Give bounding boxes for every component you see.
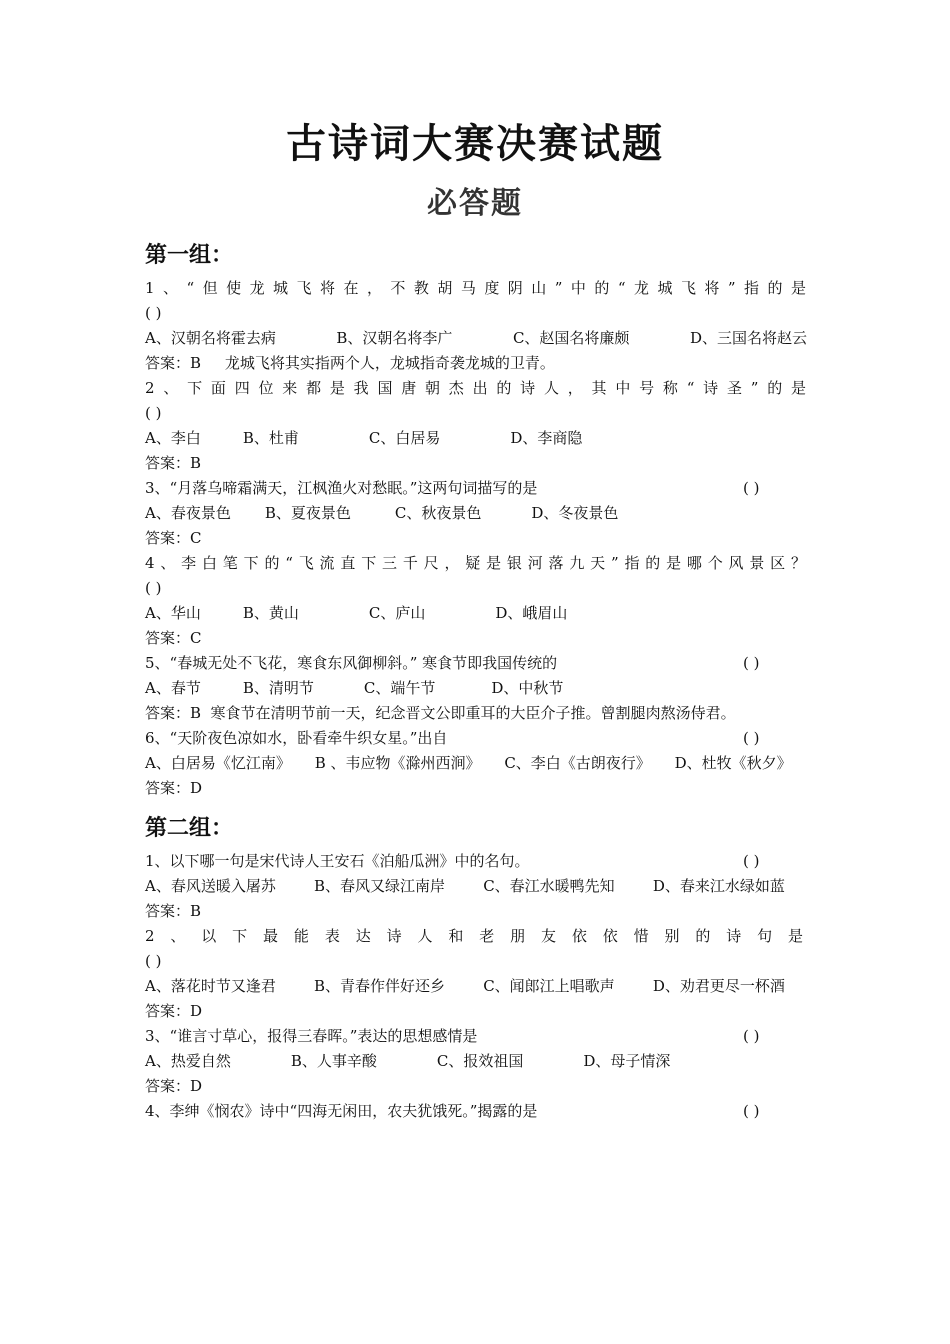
option: A、春夜景色 [145,504,231,522]
answer-bracket: ( ) [145,952,162,970]
option: C、闻郎江上唱歌声 [483,977,615,995]
page-subtitle: 必答题 [427,186,523,221]
option: A、华山 [145,604,201,622]
option: A、白居易《忆江南》 [145,754,291,772]
question-row [145,476,807,501]
option: C、报效祖国 [436,1052,524,1070]
options-row [145,874,807,899]
option: D、劝君更尽一杯酒 [652,977,785,995]
answer-text: 答案：D [145,779,203,797]
options-row [145,974,807,999]
group-heading: 第二组： [145,816,234,841]
option: D、母子情深 [583,1052,671,1070]
options-row [145,676,807,701]
answer-bracket: ( ) [145,404,162,422]
option: B、清明节 [242,679,314,697]
option: D、春来江水绿如蓝 [652,877,785,895]
option: B、汉朝名将李广 [336,329,453,347]
question-text: 2、以下最能表达诗人和老朋友依依惜别的诗句是 [145,927,807,945]
answer-bracket: ( ) [743,1102,760,1120]
question-row [145,1024,807,1049]
options-row [145,501,807,526]
page-title: 古诗词大赛决赛试题 [286,121,664,167]
question-text: 1、以下哪一句是宋代诗人王安石《泊船瓜洲》中的名句。 [145,852,530,870]
question-row [145,849,807,874]
question-text: 3、“月落乌啼霜满天，江枫渔火对愁眠。”这两句词描写的是 [145,479,538,497]
option: D、李商隐 [510,429,583,447]
options-row [145,751,807,776]
option: B、黄山 [242,604,299,622]
option: C、白居易 [368,429,441,447]
option: A、热爱自然 [145,1052,231,1070]
answer-bracket: ( ) [145,579,162,597]
options-row [145,1049,807,1074]
group-heading: 第一组： [145,243,234,268]
option: D、三国名将赵云 [689,329,807,347]
answer-bracket: ( ) [743,1027,760,1045]
option: B 、韦应物《滁州西涧》 [314,754,481,772]
question-text: 1、“但使龙城飞将在，不教胡马度阴山”中的“龙城飞将”指的是 [145,279,807,297]
option: B、人事辛酸 [290,1052,377,1070]
answer-bracket: ( ) [743,729,760,747]
option: D、中秋节 [491,679,564,697]
option: A、汉朝名将霍去病 [145,329,276,347]
question-row [145,1099,807,1124]
option: A、春风送暖入屠苏 [145,877,276,895]
answer-text: 答案：C [145,629,202,647]
option: A、李白 [145,429,201,447]
option: B、杜甫 [242,429,299,447]
answer-text: 答案：C [145,529,202,547]
option: C、秋夜景色 [394,504,482,522]
answer-bracket: ( ) [743,852,760,870]
question-text: 2、下面四位来都是我国唐朝杰出的诗人，其中号称“诗圣”的是 [145,379,807,397]
answer-text: 答案：B [145,454,202,472]
option: B、春风又绿江南岸 [314,877,446,895]
answer-bracket: ( ) [743,479,760,497]
answer-bracket: ( ) [145,304,162,322]
options-row [145,326,807,351]
question-row [145,726,807,751]
question-row [145,651,807,676]
question-text: 4、李绅《悯农》诗中“四海无闲田，农夫犹饿死。”揭露的是 [145,1102,538,1120]
option: D、冬夜景色 [531,504,619,522]
content [145,230,807,1124]
answer-text: 答案：B [145,902,202,920]
option: B、青春作伴好还乡 [314,977,446,995]
option: C、赵国名将廉颇 [512,329,630,347]
option: B、夏夜景色 [264,504,351,522]
option: A、落花时节又逢君 [145,977,276,995]
answer-text: 答案：B 寒食节在清明节前一天，纪念晋文公即重耳的大臣介子推。曾割腿肉熬汤侍君。 [145,704,736,722]
option: D、杜牧《秋夕》 [674,754,792,772]
option: C、端午节 [363,679,436,697]
option: A、春节 [145,679,201,697]
question-text: 4、李白笔下的“飞流直下三千尺，疑是银河落九天”指的是哪个风景区？ [145,554,807,572]
answer-text: 答案：B 龙城飞将其实指两个人，龙城指奇袭龙城的卫青。 [145,354,555,372]
question-text: 6、“天阶夜色凉如水，卧看牵牛织女星。”出自 [145,729,448,747]
question-text: 5、“春城无处不飞花，寒食东风御柳斜。” 寒食节即我国传统的 [145,654,558,672]
options-row [145,426,807,451]
option: C、庐山 [368,604,426,622]
options-row [145,601,807,626]
question-text: 3、“谁言寸草心，报得三春晖。”表达的思想感情是 [145,1027,478,1045]
answer-bracket: ( ) [743,654,760,672]
option: D、峨眉山 [495,604,568,622]
answer-text: 答案：D [145,1077,203,1095]
answer-text: 答案：D [145,1002,203,1020]
option: C、李白《古朗夜行》 [504,754,651,772]
option: C、春江水暖鸭先知 [483,877,615,895]
